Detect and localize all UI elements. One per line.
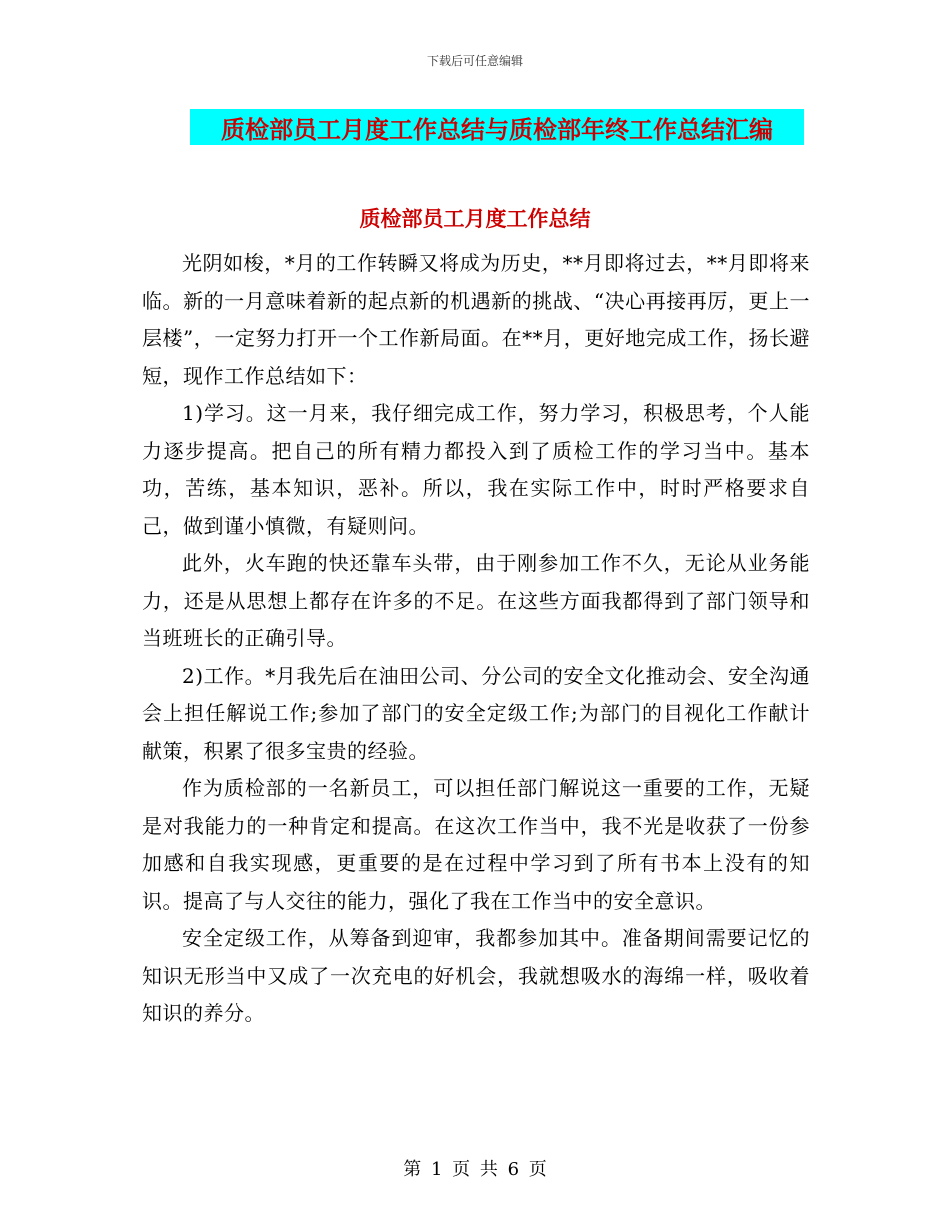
section-title: 质检部员工月度工作总结 xyxy=(359,207,591,231)
paragraph: 安全定级工作，从筹备到迎审，我都参加其中。准备期间需要记忆的知识无形当中又成了一次充电的好机会，我就想吸水的海绵一样，吸收着知识的养分。 xyxy=(142,926,810,1025)
document-body xyxy=(142,245,810,1033)
document-title: 质检部员工月度工作总结与质检部年终工作总结汇编 xyxy=(221,115,773,144)
page-number: 第 1 页 共 6 页 xyxy=(403,1159,547,1180)
paragraph: 此外，火车跑的快还靠车头带，由于刚参加工作不久，无论从业务能力，还是从思想上都存在许多的不足。在这些方面我都得到了部门领导和当班班长的正确引导。 xyxy=(142,551,810,650)
header-note: 下载后可任意编辑 xyxy=(426,54,523,68)
paragraph: 作为质检部的一名新员工，可以担任部门解说这一重要的工作，无疑是对我能力的一种肯定和提高。在这次工作当中，我不光是收获了一份参加感和自我实现感，更重要的是在过程中学习到了所有书本上没有的知识。提高了与人交往的能力，强化了我在工作当中的安全意识。 xyxy=(142,776,810,913)
document-title-highlight xyxy=(190,109,804,145)
paragraph: 1)学习。这一月来，我仔细完成工作，努力学习，积极思考，个人能力逐步提高。把自己的所有精力都投入到了质检工作的学习当中。基本功，苦练，基本知识，恶补。所以，我在实际工作中，时时严格要求自己，做到谨小慎微，有疑则问。 xyxy=(142,401,810,538)
paragraph: 2)工作。*月我先后在油田公司、分公司的安全文化推动会、安全沟通会上担任解说工作;参加了部门的安全定级工作;为部门的目视化工作献计献策，积累了很多宝贵的经验。 xyxy=(142,663,810,763)
paragraph: 光阴如梭，*月的工作转瞬又将成为历史，**月即将过去，**月即将来临。新的一月意味着新的起点新的机遇新的挑战、“决心再接再厉，更上一层楼”，一定努力打开一个工作新局面。在**月，更好地完成工作，扬长避短，现作工作总结如下： xyxy=(142,251,810,388)
